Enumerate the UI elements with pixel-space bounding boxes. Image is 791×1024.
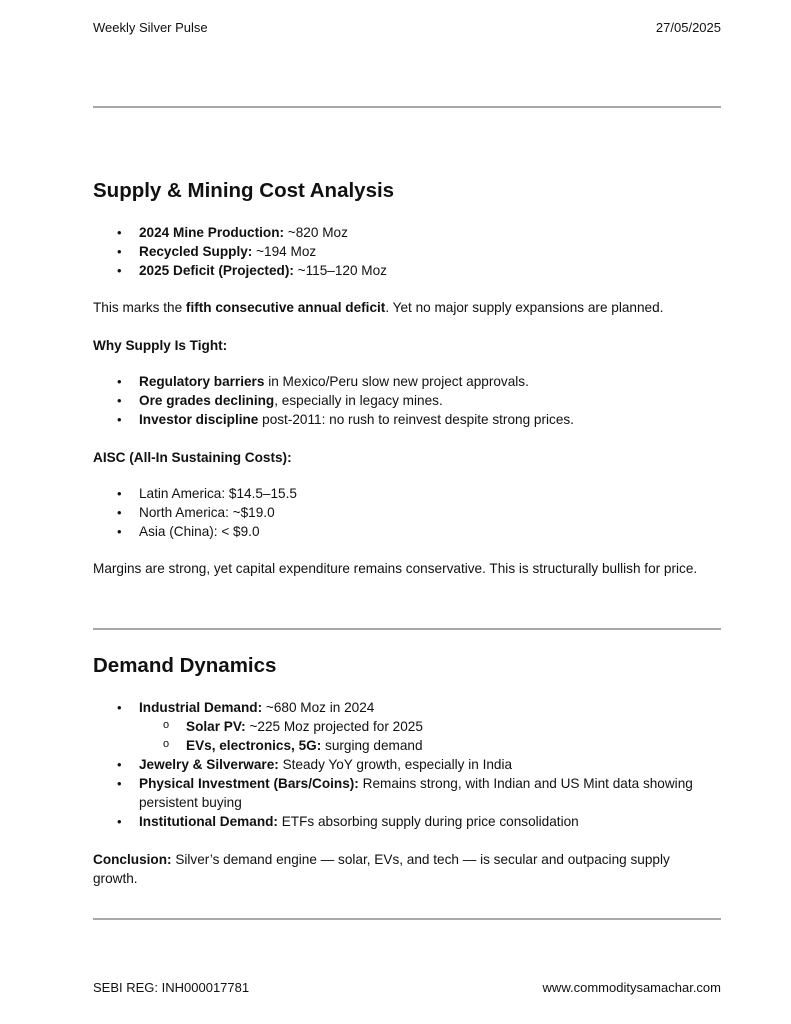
industrial-sublist [93, 717, 721, 755]
list-item: • Jewelry & Silverware: Steady YoY growth, especially in India [93, 755, 721, 774]
list-item: • Industrial Demand: ~680 Moz in 2024 [93, 698, 721, 717]
list-item: • Recycled Supply: ~194 Moz [93, 242, 721, 261]
list-item: • Ore grades declining, especially in legacy mines. [93, 391, 721, 410]
aisc-list [93, 484, 721, 541]
footer-divider [93, 918, 721, 920]
supply-tight-list [93, 372, 721, 429]
list-item: • Latin America: $14.5–15.5 [93, 484, 721, 503]
aisc-heading: AISC (All-In Sustaining Costs): [93, 450, 292, 465]
deficit-note: This marks the fifth consecutive annual deficit. Yet no major supply expansions are planned. [93, 300, 664, 315]
list-item: • Institutional Demand: ETFs absorbing supply during price consolidation [93, 812, 721, 831]
why-supply-tight-heading: Why Supply Is Tight: [93, 338, 228, 353]
demand-section-title: Demand Dynamics [93, 654, 277, 677]
list-item: o EVs, electronics, 5G: surging demand [93, 736, 721, 755]
demand-list [93, 698, 721, 831]
header-title: Weekly Silver Pulse [93, 20, 208, 35]
section-divider [93, 628, 721, 630]
supply-section-title: Supply & Mining Cost Analysis [93, 179, 395, 202]
demand-conclusion: Conclusion: Silver’s demand engine — solar, EVs, and tech — is secular and outpacing supply growth. [93, 852, 670, 886]
footer-website: www.commoditysamachar.com [542, 980, 721, 995]
list-item: • North America: ~$19.0 [93, 503, 721, 522]
header-date: 27/05/2025 [655, 20, 721, 35]
header-divider [93, 106, 721, 108]
footer-registration: SEBI REG: INH000017781 [93, 980, 250, 995]
supply-stats-list [93, 223, 721, 280]
list-item: • Asia (China): < $9.0 [93, 522, 721, 541]
list-item: • Physical Investment (Bars/Coins): Remains strong, with Indian and US Mint data showing persistent buying [93, 774, 721, 812]
list-item: • Regulatory barriers in Mexico/Peru slow new project approvals. [93, 372, 721, 391]
list-item: • 2024 Mine Production: ~820 Moz [93, 223, 721, 242]
list-item: • Investor discipline post-2011: no rush to reinvest despite strong prices. [93, 410, 721, 429]
list-item: o Solar PV: ~225 Moz projected for 2025 [93, 717, 721, 736]
margins-note: Margins are strong, yet capital expenditure remains conservative. This is structurally bullish for price. [93, 561, 698, 576]
list-item: • 2025 Deficit (Projected): ~115–120 Moz [93, 261, 721, 280]
